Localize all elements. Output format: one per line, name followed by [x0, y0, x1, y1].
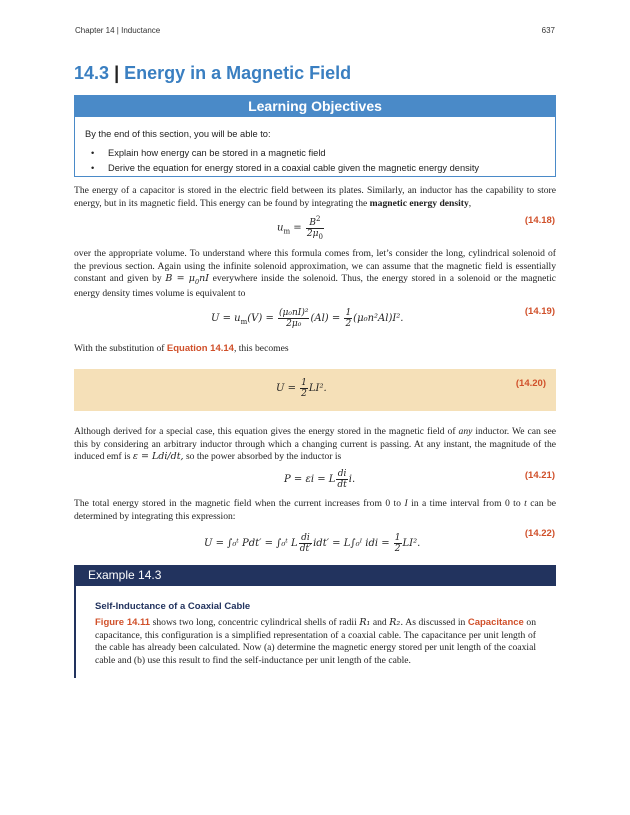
learning-objectives-box — [74, 95, 556, 177]
equation-14-20: U = $\frac{1}{2}$ LI². — [276, 378, 327, 399]
equation-number-14-21: (14.21) — [524, 470, 555, 481]
paragraph-total-energy: The total energy stored in the magnetic field when the current increases from 0 to I in a time interval from 0 to t can be determined by integrating this expression: — [74, 498, 556, 522]
running-header: Chapter 14 | Inductance — [75, 26, 161, 35]
page-number: 637 — [541, 26, 555, 35]
bullet-icon: • — [91, 163, 95, 173]
equation-14-21: P = εi = L $\frac{di}{dt}$ i. — [284, 469, 356, 490]
equation-number-14-18: (14.18) — [524, 215, 555, 226]
equation-number-14-20: (14.20) — [515, 378, 546, 389]
paragraph-intro: The energy of a capacitor is stored in the electric field between its plates. Similarly, an inductor has the capability to store energy, but in its magnetic field. This energy can be found by integrating the magnetic energy density, — [74, 185, 556, 209]
list-item: • Derive the equation for energy stored in a coaxial cable given the magnetic energy density — [91, 163, 480, 173]
equation-14-22: U = ∫₀ᵗ Pdt′ = ∫₀ᵗ L $\frac{di}{dt'}$ idt′ = L∫₀ᴵ idi = $\frac{1}{2}$ LI². — [204, 533, 421, 554]
equation-14-18: $u_m$ = $\frac{B^2}{2\mu_0}$ — [277, 215, 323, 241]
paragraph-solenoid: over the appropriate volume. To understand where this formula comes from, let’s consider the long, cylindrical solenoid of the previous section. Again using the infinite solenoid approximation, we can assume that the magnetic field is essentially constant and given by $B = \mu_0nI$ everywhere inside the solenoid. Thus, the energy stored in a solenoid or the magnetic energy density times volume is equivalent to — [74, 248, 557, 300]
section-title-text: Energy in a Magnetic Field — [124, 63, 352, 83]
paragraph-substitution: With the substitution of Equation 14.14, this becomes — [74, 343, 289, 354]
term-magnetic-energy-density: magnetic energy density — [369, 197, 469, 209]
example-header: Example 14.3 — [74, 565, 556, 586]
section-number: 14.3 — [74, 63, 110, 83]
bullet-icon: • — [91, 148, 95, 158]
capacitance-link[interactable]: Capacitance — [467, 617, 524, 628]
paragraph-general-inductor: Although derived for a special case, this equation gives the energy stored in the magnetic field of any inductor. We can see this by considering an arbitrary inductor through which a changing current is passing. At any instant, the magnitude of the induced emf is ε = Ldi/dt, so the power absorbed by the inductor is — [74, 426, 556, 462]
equation-14-14-link[interactable]: Equation 14.14 — [166, 343, 234, 354]
figure-14-11-link[interactable]: Figure 14.11 — [95, 617, 151, 628]
equation-number-14-19: (14.19) — [524, 306, 555, 317]
inline-math-b-field: $B = \mu_0nI$ — [165, 273, 210, 286]
section-title — [74, 63, 351, 84]
learning-objectives-heading: Learning Objectives — [75, 96, 555, 117]
equation-14-19: $U = u_m(V)$ = $\frac{\text{(μ₀nI)²}}{\text{2μ₀}}$ (Al) = $\frac{1}{2}$ (μ₀n²Al)I². — [211, 308, 404, 329]
equation-number-14-22: (14.22) — [524, 528, 555, 539]
section-separator: | — [114, 63, 120, 83]
example-side-rule — [74, 586, 76, 678]
inline-math-emf: ε = Ldi/dt, — [132, 451, 184, 462]
example-title: Self-Inductance of a Coaxial Cable — [95, 601, 251, 612]
learning-objectives-intro: By the end of this section, you will be able to: — [85, 129, 271, 139]
learning-objectives-list — [85, 147, 479, 177]
list-item: • Explain how energy can be stored in a magnetic field — [91, 148, 326, 158]
example-body: Figure 14.11 shows two long, concentric cylindrical shells of radii R₁ and R₂. As discussed in Capacitance on capacitance, this configuration is a simplified representation of a coaxial cable. The capacitance per unit length of the cable has already been calculated. Now (a) determine the magnetic energy stored per unit length of the coaxial cable and (b) use this result to find the self-inductance per unit length of the cable. — [95, 617, 536, 666]
